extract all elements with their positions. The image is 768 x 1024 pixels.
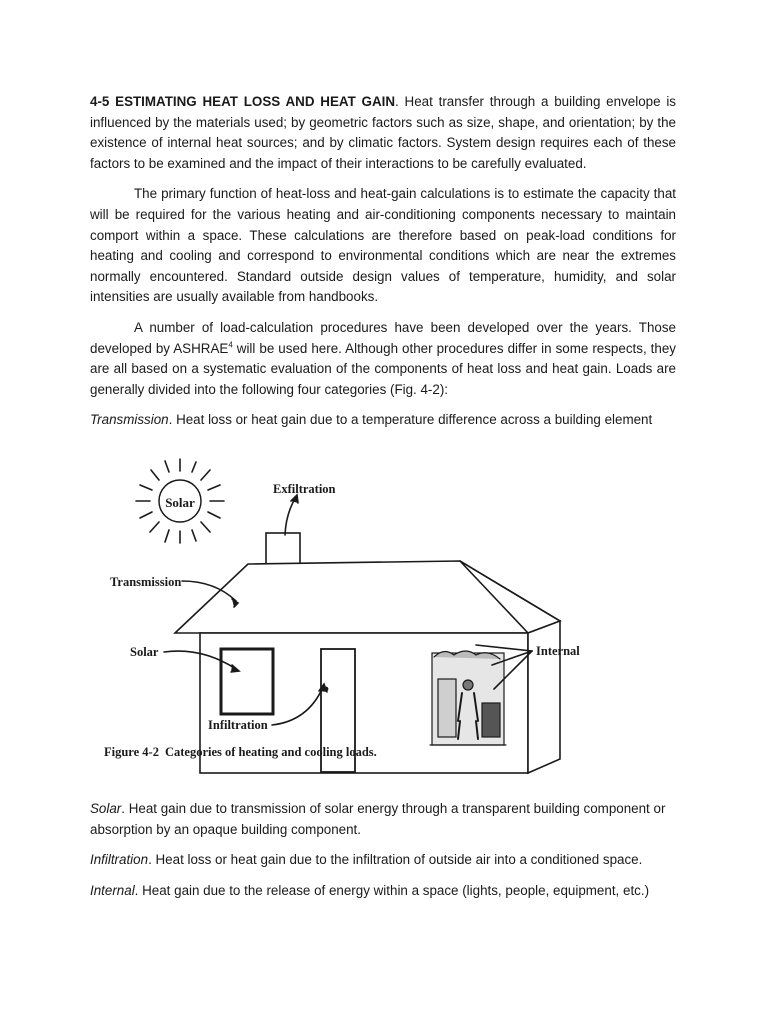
label-internal: Internal [536, 643, 580, 658]
category-transmission [90, 410, 676, 431]
paragraph-procedures-text-a: A number of load-calculation procedures have been developed over the years. Those developed by ASHRAE [90, 319, 676, 356]
exfiltration-arrow [285, 495, 298, 535]
footnote-ref: 4 [228, 340, 233, 350]
house-diagram [90, 441, 676, 787]
category-infiltration [90, 850, 676, 871]
category-desc: . Heat gain due to transmission of solar energy through a transparent building component or absorption by an opaque building component. [90, 800, 666, 837]
paragraph-procedures [90, 318, 676, 400]
label-exfiltration: Exfiltration [273, 481, 336, 496]
category-desc: . Heat loss or heat gain due to the infiltration of outside air into a conditioned space. [148, 852, 643, 868]
figure-caption-number: Figure 4-2 [104, 744, 159, 759]
category-term: Solar [90, 800, 122, 816]
paragraph-intro-text: . Heat transfer through a building envelope is influenced by the materials used; by geometric factors such as size, shape, and orientation; by the existence of internal heat sources; and by climatic factors. System design requires each of these factors to be examined and the impact of their interactions to be carefully evaluated. [90, 94, 676, 171]
figure-caption-text: Categories of heating and cooling loads. [164, 744, 377, 759]
section-heading: 4-5 ESTIMATING HEAT LOSS AND HEAT GAIN [90, 94, 396, 109]
category-term: Internal [90, 882, 135, 898]
paragraph-intro [90, 92, 676, 174]
label-transmission: Transmission [110, 574, 182, 589]
category-internal [90, 881, 676, 902]
category-solar [90, 799, 676, 840]
category-desc: . Heat gain due to the release of energy within a space (lights, people, equipment, etc.) [134, 882, 650, 898]
category-desc: . Heat loss or heat gain due to a temperature difference across a building element [168, 412, 653, 428]
category-term: Transmission [90, 412, 169, 428]
figure-caption [104, 745, 377, 759]
sun-label: Solar [165, 494, 195, 510]
figure-heating-cooling-loads [90, 441, 676, 787]
paragraph-primary-function: The primary function of heat-loss and heat-gain calculations is to estimate the capacity that will be required for the various heating and air-conditioning components necessary to maintain comport within a space. These calculations are therefore based on peak-load conditions for heating and cooling and correspond to environmental conditions which are near the extremes normally encountered. Standard outside design values of temperature, humidity, and solar intensities are usually available from handbooks. [90, 186, 676, 305]
roof [175, 561, 560, 633]
document-page [90, 92, 676, 911]
label-infiltration: Infiltration [208, 717, 268, 732]
internal-scene [430, 651, 506, 745]
label-solar: Solar [130, 644, 159, 659]
paragraph-procedures-text-b: will be used here. Although other procedures differ in some respects, they are all based on a systematic evaluation of the components of heat loss and heat gain. Loads are generally divided into the following four categories (Fig. 4-2): [90, 340, 676, 397]
category-term: Infiltration [90, 852, 149, 868]
